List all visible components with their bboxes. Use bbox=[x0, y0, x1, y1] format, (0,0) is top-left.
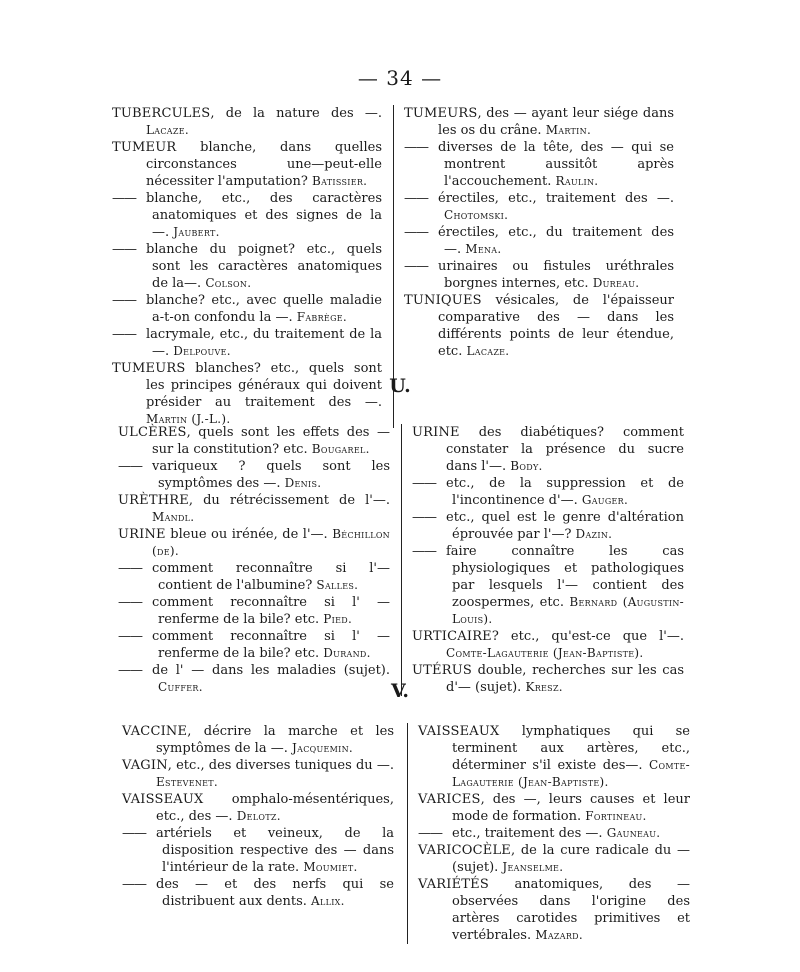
index-entry bbox=[118, 594, 390, 628]
index-entry bbox=[118, 458, 390, 492]
entry-author: Dureau. bbox=[592, 276, 640, 290]
column-divider bbox=[407, 723, 408, 944]
entry-author: Durand. bbox=[323, 646, 371, 660]
index-entry bbox=[412, 543, 684, 628]
index-entry bbox=[412, 628, 684, 662]
entry-dash: —— bbox=[404, 225, 428, 240]
entry-author: Fabrège. bbox=[296, 310, 348, 324]
entry-text: etc., quel est le genre d'altération éprouvée par l'—? bbox=[446, 510, 684, 542]
entry-dash: —— bbox=[418, 826, 442, 841]
entry-text: ? etc., qu'est-ce que l'—. bbox=[491, 629, 684, 644]
index-entry bbox=[404, 258, 674, 292]
index-entry bbox=[112, 190, 382, 241]
entry-author: Jeanselme. bbox=[502, 860, 564, 874]
entry-text: de l' — dans les maladies (sujet). bbox=[152, 663, 390, 678]
index-entry bbox=[122, 791, 394, 825]
entry-text: bleue ou irénée, de l'—. bbox=[165, 527, 333, 542]
entry-author: Comte-Lagauterie (Jean-Baptiste). bbox=[452, 758, 690, 789]
entry-text: , de la cure radicale du — (sujet). bbox=[452, 843, 690, 875]
section-u-columns bbox=[118, 424, 684, 696]
entry-dash: —— bbox=[112, 293, 136, 308]
index-entry bbox=[418, 825, 690, 842]
entry-text: des diabétiques? comment constater la présence du sucre dans l'—. bbox=[446, 425, 684, 474]
index-entry bbox=[418, 723, 690, 791]
entry-text: , etc., des diverses tuniques du —. bbox=[167, 758, 394, 773]
entry-dash: —— bbox=[118, 629, 142, 644]
entry-dash: —— bbox=[118, 561, 142, 576]
entry-text: , des — ayant leur siége dans les os du crâne. bbox=[438, 106, 674, 138]
entry-heading: TUBERCULES bbox=[112, 106, 211, 121]
entry-author: Delpouve. bbox=[173, 344, 231, 358]
entry-author: Martin. bbox=[545, 123, 592, 137]
entry-author: Jaubert. bbox=[173, 225, 220, 239]
entry-author: Chotomski. bbox=[444, 208, 509, 222]
entry-heading: URTICAIRE bbox=[412, 629, 492, 644]
index-entry bbox=[404, 292, 674, 360]
index-entry bbox=[122, 757, 394, 791]
entry-author: Lacaze. bbox=[146, 123, 189, 137]
entry-dash: —— bbox=[118, 595, 142, 610]
entry-author: Dazin. bbox=[575, 527, 613, 541]
entry-heading: VAGIN bbox=[122, 758, 168, 773]
entry-author: Kresz. bbox=[525, 680, 563, 694]
index-entry bbox=[122, 723, 394, 757]
entry-author: Estevenet. bbox=[156, 775, 219, 789]
entry-author: Martin (J.-L.). bbox=[146, 412, 231, 426]
entry-author: Raulin. bbox=[555, 174, 599, 188]
index-entry bbox=[112, 105, 382, 139]
entry-text: vésicales, de l'épaisseur comparative des — dans les différents points de leur étendue, etc. bbox=[438, 293, 674, 359]
entry-heading: VAISSEAUX bbox=[122, 792, 204, 807]
entry-heading: TUMEUR bbox=[112, 140, 177, 155]
entry-text: érectiles, etc., du traitement des —. bbox=[438, 225, 674, 257]
entry-heading: VAISSEAUX bbox=[418, 724, 500, 739]
entry-author: Delotz. bbox=[236, 809, 281, 823]
page-number: — 34 — bbox=[357, 66, 443, 90]
entry-text: lacrymale, etc., du traitement de la —. bbox=[146, 327, 382, 359]
entry-text: faire connaître les cas physiologiques et pathologiques par lesquels l'— contient des zoospermes, etc. bbox=[446, 544, 684, 610]
index-entry bbox=[404, 105, 674, 139]
index-entry bbox=[118, 560, 390, 594]
entry-heading: UTÉRUS bbox=[412, 663, 472, 678]
entry-heading: VARIÉTÉS bbox=[418, 877, 489, 892]
entry-text: etc., de la suppression et de l'incontinence d'—. bbox=[446, 476, 684, 508]
entry-heading: TUMEURS bbox=[404, 106, 478, 121]
entry-author: Denis. bbox=[284, 476, 322, 490]
index-entry bbox=[122, 876, 394, 910]
index-entry bbox=[122, 825, 394, 876]
entry-text: blanches? etc., quels sont les principes généraux qui doivent présider au traitement des —. bbox=[146, 361, 382, 410]
entry-author: Salles. bbox=[316, 578, 359, 592]
entry-heading: TUNIQUES bbox=[404, 293, 482, 308]
index-entry bbox=[118, 628, 390, 662]
index-entry bbox=[412, 475, 684, 509]
left-column bbox=[122, 723, 394, 944]
index-entry bbox=[112, 326, 382, 360]
entry-author: Allix. bbox=[311, 894, 345, 908]
column-divider bbox=[401, 424, 402, 696]
index-entry bbox=[412, 424, 684, 475]
entry-dash: —— bbox=[112, 327, 136, 342]
left-column bbox=[118, 424, 390, 696]
entry-author: Jacquemin. bbox=[292, 741, 354, 755]
entry-author: Moumiet. bbox=[303, 860, 358, 874]
entry-author: Pied. bbox=[323, 612, 353, 626]
entry-text: érectiles, etc., traitement des —. bbox=[438, 191, 674, 206]
entry-dash: —— bbox=[412, 510, 436, 525]
entry-dash: —— bbox=[112, 242, 136, 257]
entry-dash: —— bbox=[404, 191, 428, 206]
entry-text: , de la nature des —. bbox=[210, 106, 382, 121]
entry-text: artériels et veineux, de la disposition respective des — dans l'intérieur de la rate. bbox=[156, 826, 394, 875]
entry-text: comment reconnaître si l' — renferme de la bile? etc. bbox=[152, 595, 390, 627]
entry-author: Comte-Lagauterie (Jean-Baptiste). bbox=[446, 646, 644, 660]
entry-author: Fortineau. bbox=[585, 809, 647, 823]
entry-heading: TUMEURS bbox=[112, 361, 186, 376]
entry-text: lymphatiques qui se terminent aux artères, etc., déterminer s'il existe des—. bbox=[452, 724, 690, 773]
right-column bbox=[418, 723, 690, 944]
entry-heading: URÈTHRE bbox=[118, 493, 189, 508]
entry-heading: VARICES bbox=[418, 792, 481, 807]
entry-author: Batissier. bbox=[311, 174, 368, 188]
index-entry bbox=[418, 876, 690, 944]
entry-text: blanche? etc., avec quelle maladie a-t-on confondu la —. bbox=[146, 293, 382, 325]
entry-author: Mazard. bbox=[535, 928, 584, 942]
index-entry bbox=[418, 791, 690, 825]
entry-text: des — et des nerfs qui se distribuent aux dents. bbox=[156, 877, 394, 909]
entry-dash: —— bbox=[412, 544, 436, 559]
entry-author: Lacaze. bbox=[466, 344, 510, 358]
section-letter-u: U. bbox=[389, 375, 411, 397]
index-entry bbox=[112, 139, 382, 190]
entry-text: omphalo-mésentériques, etc., des —. bbox=[156, 792, 394, 824]
entry-text: comment reconnaître si l' — renferme de la bile? etc. bbox=[152, 629, 390, 661]
entry-text: anatomiques, des — observées dans l'origine des artères carotides primitives et vertébrales. bbox=[452, 877, 690, 943]
entry-text: etc., traitement des —. bbox=[452, 826, 607, 841]
index-entry bbox=[404, 139, 674, 190]
entry-dash: —— bbox=[404, 140, 428, 155]
entry-author: Mena. bbox=[465, 242, 502, 256]
index-entry bbox=[118, 526, 390, 560]
index-entry bbox=[404, 190, 674, 224]
entry-author: Bougarel. bbox=[311, 442, 370, 456]
section-letter-v: V. bbox=[390, 680, 410, 702]
entry-text: comment reconnaître si l'— contient de l'albumine? bbox=[152, 561, 390, 593]
entry-dash: —— bbox=[118, 663, 142, 678]
entry-text: blanche, dans quelles circonstances une—peut-elle nécessiter l'amputation? bbox=[146, 140, 382, 189]
index-entry bbox=[412, 509, 684, 543]
entry-author: Body. bbox=[510, 459, 543, 473]
entry-author: Bernard (Augustin-Louis). bbox=[452, 595, 684, 626]
entry-text: , décrire la marche et les symptômes de la —. bbox=[156, 724, 394, 756]
section-v-columns bbox=[122, 723, 690, 944]
entry-heading: ULCÈRES bbox=[118, 425, 187, 440]
right-column bbox=[412, 424, 684, 696]
entry-dash: —— bbox=[122, 877, 146, 892]
entry-author: Mandl. bbox=[152, 510, 195, 524]
entry-text: , quels sont les effets des — sur la constitution? etc. bbox=[152, 425, 390, 457]
entry-text: variqueux ? quels sont les symptômes des —. bbox=[152, 459, 390, 491]
index-entry bbox=[118, 424, 390, 458]
entry-author: Gauneau. bbox=[606, 826, 661, 840]
index-entry bbox=[118, 492, 390, 526]
entry-author: Béchillon (de). bbox=[152, 527, 390, 558]
entry-text: urinaires ou fistules uréthrales borgnes internes, etc. bbox=[438, 259, 674, 291]
entry-text: diverses de la tête, des — qui se montrent aussitôt après l'accouchement. bbox=[438, 140, 674, 189]
entry-dash: —— bbox=[122, 826, 146, 841]
index-entry bbox=[418, 842, 690, 876]
entry-text: blanche, etc., des caractères anatomiques et des signes de la —. bbox=[146, 191, 382, 240]
entry-heading: URINE bbox=[118, 527, 166, 542]
entry-author: Gauger. bbox=[581, 493, 629, 507]
entry-text: , du rétrécissement de l'—. bbox=[188, 493, 390, 508]
entry-heading: URINE bbox=[412, 425, 460, 440]
entry-text: double, recherches sur les cas d'— (sujet). bbox=[446, 663, 684, 695]
entry-dash: —— bbox=[404, 259, 428, 274]
entry-dash: —— bbox=[112, 191, 136, 206]
entry-dash: —— bbox=[118, 459, 142, 474]
entry-heading: VARICOCÈLE bbox=[418, 843, 511, 858]
entry-text: , des —, leurs causes et leur mode de formation. bbox=[452, 792, 690, 824]
index-entry bbox=[404, 224, 674, 258]
entry-text: blanche du poignet? etc., quels sont les caractères anatomiques de la—. bbox=[146, 242, 382, 291]
entry-heading: VACCINE bbox=[122, 724, 188, 739]
index-entry bbox=[112, 241, 382, 292]
entry-author: Colson. bbox=[205, 276, 252, 290]
entry-author: Cuffer. bbox=[158, 680, 203, 694]
entry-dash: —— bbox=[412, 476, 436, 491]
index-entry bbox=[112, 292, 382, 326]
